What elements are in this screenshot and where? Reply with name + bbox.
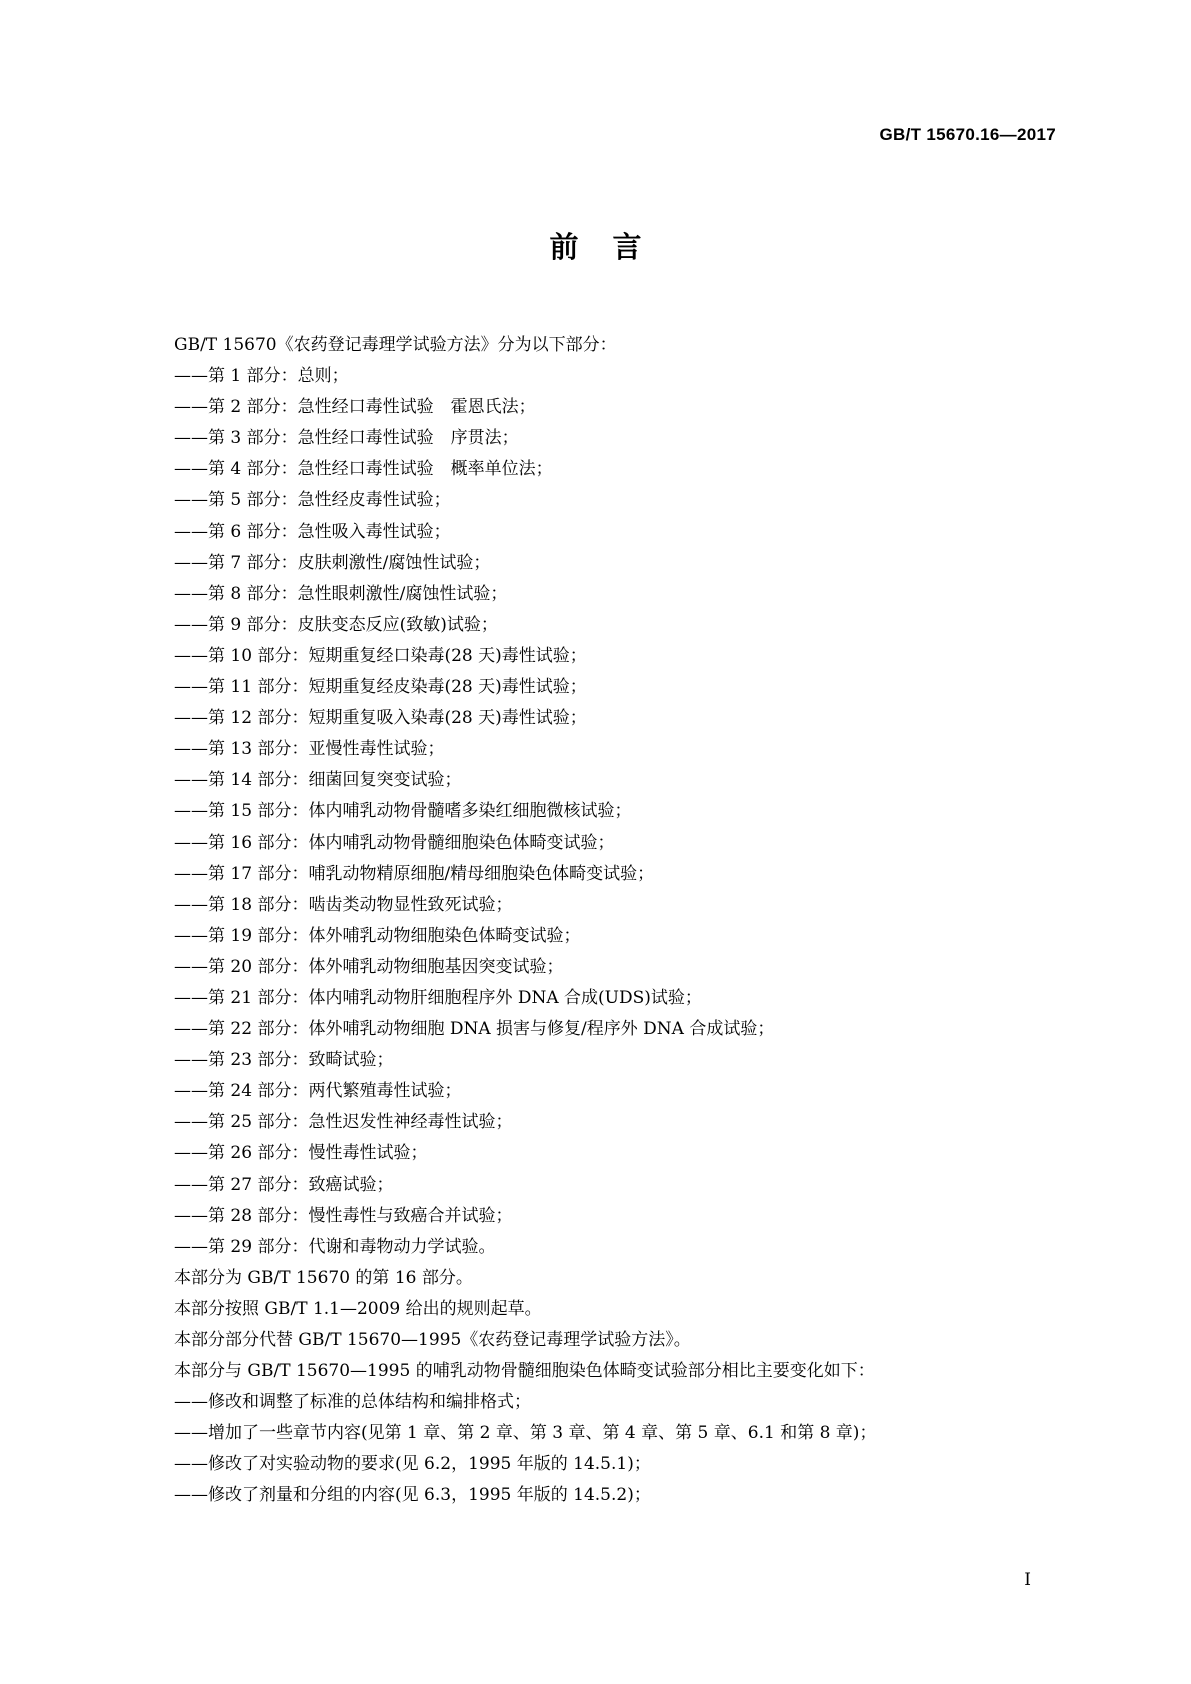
part-list-item: ——第 17 部分：哺乳动物精原细胞/精母细胞染色体畸变试验；	[174, 863, 655, 884]
standard-code-header: GB/T 15670.16—2017	[879, 125, 1056, 144]
part-list-item: ——第 20 部分：体外哺乳动物细胞基因突变试验；	[174, 956, 564, 977]
page-number: I	[1024, 1570, 1031, 1590]
part-list-item: ——第 21 部分：体内哺乳动物肝细胞程序外 DNA 合成(UDS)试验；	[174, 987, 702, 1008]
page-title: 前言	[549, 230, 676, 264]
change-list-item: ——修改和调整了标准的总体结构和编排格式；	[174, 1392, 531, 1413]
part-list-item: ——第 22 部分：体外哺乳动物细胞 DNA 损害与修复/程序外 DNA 合成试验；	[174, 1019, 775, 1040]
part-list-item: ——第 10 部分：短期重复经口染毒(28 天)毒性试验；	[174, 645, 587, 666]
document-body	[174, 330, 1074, 1512]
change-list-item: ——修改了对实验动物的要求(见 6.2，1995 年版的 14.5.1)；	[174, 1454, 651, 1475]
body-paragraph: 本部分为 GB/T 15670 的第 16 部分。	[174, 1267, 473, 1288]
part-list-item: ——第 2 部分：急性经口毒性试验 霍恩氏法；	[174, 397, 536, 418]
part-list-item: ——第 19 部分：体外哺乳动物细胞染色体畸变试验；	[174, 925, 581, 946]
part-list-item: ——第 13 部分：亚慢性毒性试验；	[174, 739, 445, 760]
body-paragraph: 本部分部分代替 GB/T 15670—1995《农药登记毒理学试验方法》。	[174, 1330, 691, 1350]
body-paragraph: 本部分与 GB/T 15670—1995 的哺乳动物骨髓细胞染色体畸变试验部分相比主要变化如下：	[174, 1361, 875, 1382]
part-list-item: ——第 28 部分：慢性毒性与致癌合并试验；	[174, 1205, 513, 1226]
part-list-item: ——第 1 部分：总则；	[174, 366, 349, 387]
part-list-item: ——第 16 部分：体内哺乳动物骨髓细胞染色体畸变试验；	[174, 832, 615, 853]
part-list-item: ——第 8 部分：急性眼刺激性/腐蚀性试验；	[174, 583, 508, 604]
part-list-item: ——第 9 部分：皮肤变态反应(致敏)试验；	[174, 614, 498, 635]
part-list-item: ——第 3 部分：急性经口毒性试验 序贯法；	[174, 428, 519, 449]
part-list-item: ——第 26 部分：慢性毒性试验；	[174, 1143, 428, 1164]
part-list-item: ——第 12 部分：短期重复吸入染毒(28 天)毒性试验；	[174, 708, 587, 729]
part-list-item: ——第 4 部分：急性经口毒性试验 概率单位法；	[174, 459, 553, 480]
part-list-item: ——第 7 部分：皮肤刺激性/腐蚀性试验；	[174, 552, 491, 573]
part-list-item: ——第 15 部分：体内哺乳动物骨髓嗜多染红细胞微核试验；	[174, 801, 632, 822]
part-list-item: ——第 14 部分：细菌回复突变试验；	[174, 770, 462, 791]
part-list-item: ——第 5 部分：急性经皮毒性试验；	[174, 490, 451, 511]
body-paragraph: 本部分按照 GB/T 1.1—2009 给出的规则起草。	[174, 1298, 542, 1319]
part-list-item: ——第 29 部分：代谢和毒物动力学试验。	[174, 1236, 496, 1257]
part-list-item: ——第 23 部分：致畸试验；	[174, 1050, 394, 1071]
part-list-item: ——第 27 部分：致癌试验；	[174, 1174, 394, 1195]
change-list-item: ——增加了一些章节内容(见第 1 章、第 2 章、第 3 章、第 4 章、第 5 章、6.1 和第 8 章)；	[174, 1423, 877, 1444]
intro-line: GB/T 15670《农药登记毒理学试验方法》分为以下部分：	[174, 335, 617, 355]
part-list-item: ——第 18 部分：啮齿类动物显性致死试验；	[174, 894, 513, 915]
part-list-item: ——第 25 部分：急性迟发性神经毒性试验；	[174, 1112, 513, 1133]
part-list-item: ——第 11 部分：短期重复经皮染毒(28 天)毒性试验；	[174, 677, 587, 698]
part-list-item: ——第 6 部分：急性吸入毒性试验；	[174, 521, 451, 542]
part-list-item: ——第 24 部分：两代繁殖毒性试验；	[174, 1081, 462, 1102]
change-list-item: ——修改了剂量和分组的内容(见 6.3，1995 年版的 14.5.2)；	[174, 1485, 651, 1506]
